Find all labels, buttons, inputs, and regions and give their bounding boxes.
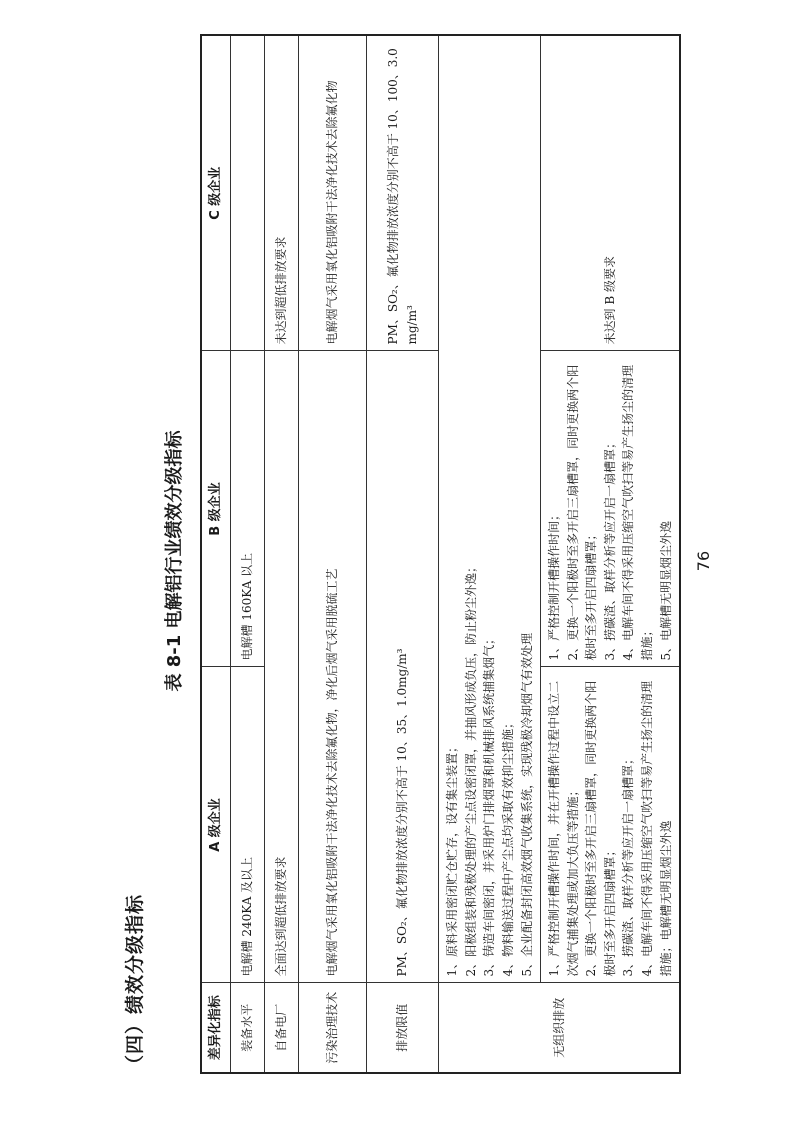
row-unorganized-2: [541, 35, 681, 1073]
grading-table: [200, 34, 681, 1074]
cell-abc-measures: [439, 35, 541, 983]
cell-a: 电解槽 240KA 及以上: [231, 667, 265, 983]
list-item: 4、物料输送过程中产尘点均采取有效抑尘措施；: [500, 716, 515, 977]
cell-c: PM、SO₂、氟化物排放浓度分别不高于 10、100、3.0 mg/m³: [367, 35, 439, 351]
cell-c: 电解烟气采用氧化铝吸附干法净化技术去除氟化物: [299, 35, 367, 351]
list-item: 2、阳极组装和残极处理的产尘点设密闭罩，并抽风形成负压，防止粉尘外逸；: [463, 560, 478, 977]
cell-c: 未达到 B 级要求: [541, 35, 681, 351]
list-item: 5、电解槽无明显烟尘外逸: [658, 520, 673, 661]
list-item: 1、原料采用密闭贮仓贮存，设有集尘装置；: [445, 740, 460, 977]
row-equipment: [231, 35, 265, 1073]
cell-ab: 全面达到超低排放要求: [265, 351, 299, 983]
row-label: 自备电厂: [265, 983, 299, 1073]
header-a-grade: A 级企业: [201, 667, 231, 983]
table-caption: 表 8-1 电解铝行业绩效分级指标: [164, 430, 185, 692]
list-item: 2、更换一个阳极时至多开启三扇槽罩，同时更换两个阳极时至多开启四扇槽罩；: [584, 680, 617, 977]
list-item: 4、电解车间不得采用压缩空气吹扫等易产生扬尘的清理措施；电解槽无明显烟尘外逸: [640, 680, 673, 977]
row-label: 装备水平: [231, 983, 265, 1073]
cell-ab: PM、SO₂、氟化物排放浓度分别不高于 10、35、1.0mg/m³: [367, 351, 439, 983]
cell-ab: 电解烟气采用氧化铝吸附干法净化技术去除氟化物，净化后烟气采用脱硫工艺: [299, 351, 367, 983]
row-label: 污染治理技术: [299, 983, 367, 1073]
list-item: 3、捞碳渣、取样分析等应开启一扇槽罩；: [602, 436, 617, 661]
table-header-row: [201, 35, 231, 1073]
cell-b: 电解槽 160KA 以上: [231, 351, 265, 667]
page-number: 76: [694, 550, 713, 572]
header-c-grade: C 级企业: [201, 35, 231, 351]
row-label: 排放限值: [367, 983, 439, 1073]
list-item: 2、更换一个阳极时至多开启三扇槽罩，同时更换两个阳极时至多开启四扇槽罩；: [565, 364, 599, 661]
cell-b: [541, 351, 681, 667]
cell-c: [231, 35, 265, 351]
section-title: （四）绩效分级指标: [124, 893, 146, 1074]
cell-a: [541, 667, 681, 983]
cell-c: 未达到超低排放要求: [265, 35, 299, 351]
list-item: 1、严格控制开槽操作时间；: [547, 508, 562, 661]
list-item: 3、铸造车间密闭，并采用炉门排烟罩和机械排风系统捕集烟气；: [482, 632, 497, 977]
row-pollution-tech: [299, 35, 367, 1073]
list-item: 5、企业配备封闭高效烟气收集系统，实现残极冷却烟气有效处理: [519, 632, 534, 977]
row-unorganized-1: [439, 35, 541, 1073]
row-power-plant: [265, 35, 299, 1073]
row-label: 无组织排放: [439, 983, 681, 1073]
list-item: 3、捞碳渣、取样分析等应开启一扇槽罩；: [621, 752, 636, 977]
list-item: 1、严格控制开槽操作时间，并在开槽操作过程中设立二次烟气捕集处理或加大负压等措施；: [547, 680, 580, 977]
header-b-grade: B 级企业: [201, 351, 231, 667]
row-emission-limit: [367, 35, 439, 1073]
list-item: 4、电解车间不得采用压缩空气吹扫等易产生扬尘的清理措施；: [621, 364, 655, 661]
header-indicator: 差异化指标: [201, 983, 231, 1073]
